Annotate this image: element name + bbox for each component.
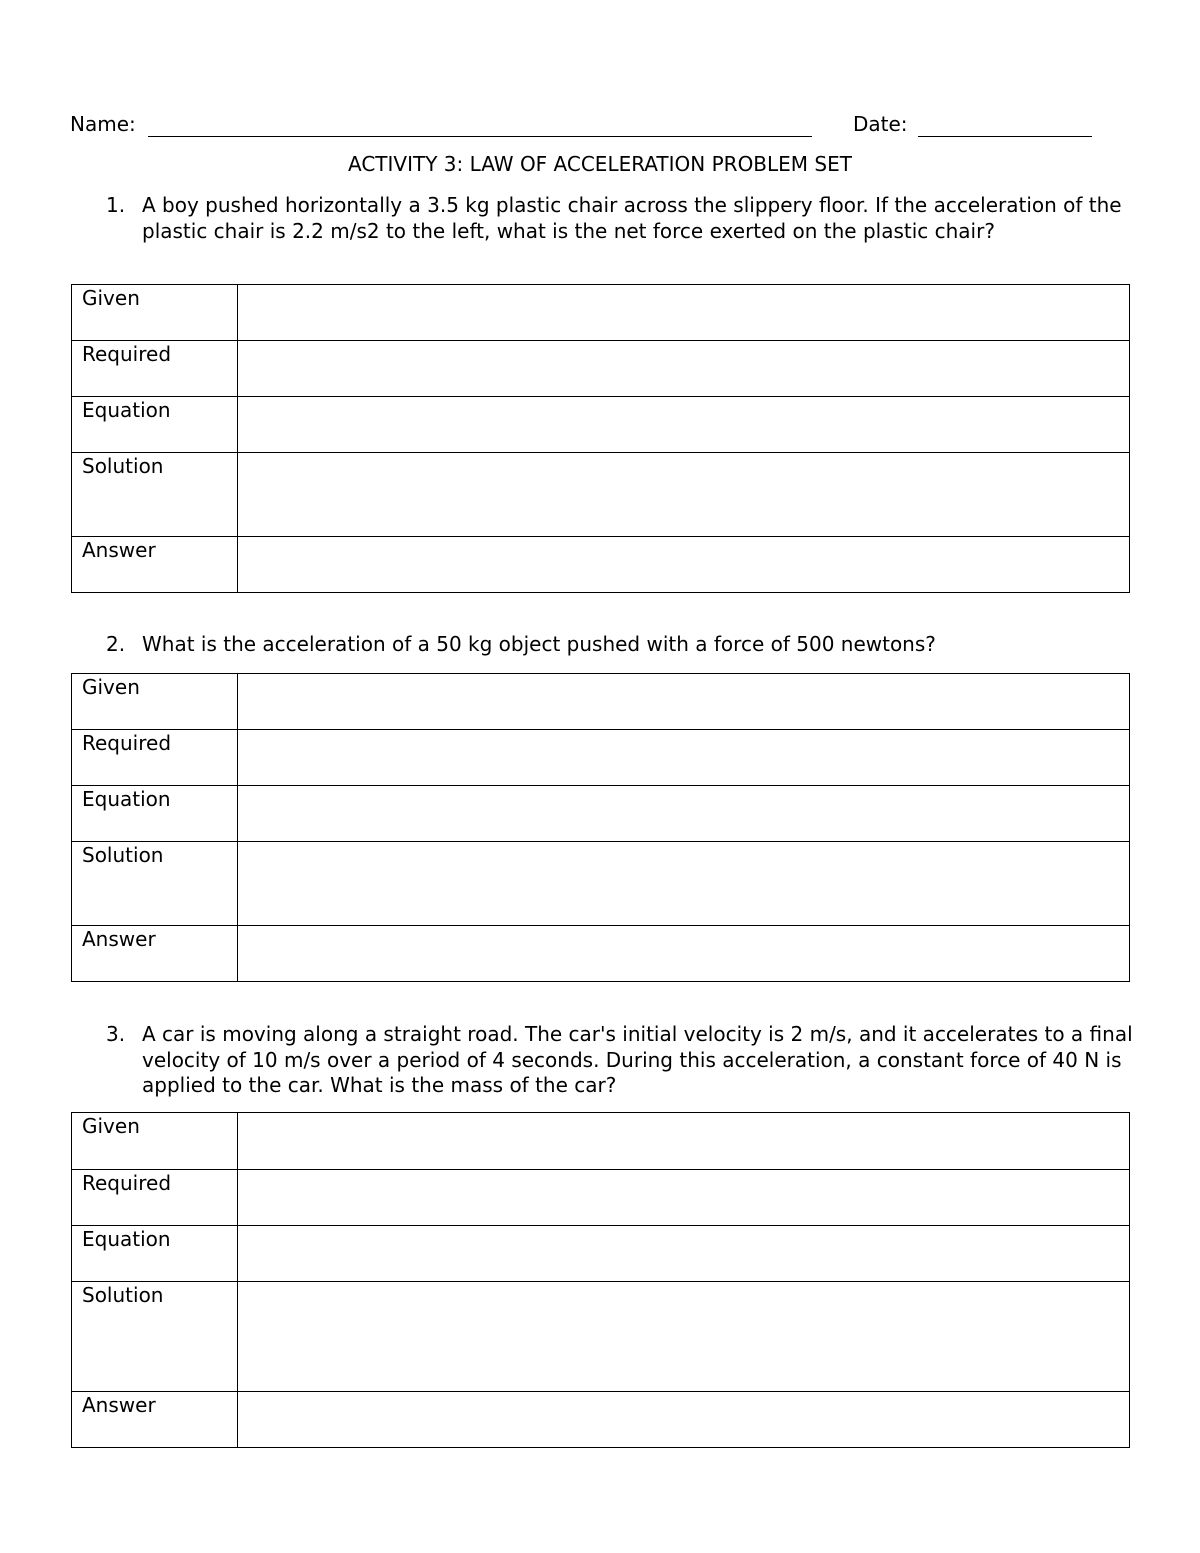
equation-cell[interactable] [238, 397, 1130, 453]
solution-cell[interactable] [238, 453, 1130, 537]
table-row [72, 1392, 1130, 1448]
name-blank-line[interactable] [148, 136, 812, 137]
required-label: Required [72, 1170, 238, 1226]
question-3 [106, 1022, 1136, 1099]
table-row [72, 453, 1130, 537]
header-row [70, 112, 1130, 142]
equation-label: Equation [72, 397, 238, 453]
required-label: Required [72, 341, 238, 397]
table-row [72, 397, 1130, 453]
table-row [72, 842, 1130, 926]
required-cell[interactable] [238, 341, 1130, 397]
table-row [72, 537, 1130, 593]
answer-label: Answer [72, 537, 238, 593]
answer-table-3 [71, 1112, 1130, 1448]
table-row [72, 1113, 1130, 1170]
name-label: Name: [70, 112, 136, 136]
answer-table-1 [71, 284, 1130, 593]
answer-cell[interactable] [238, 926, 1130, 982]
date-label: Date: [853, 112, 908, 136]
table-row [72, 786, 1130, 842]
table-row [72, 674, 1130, 730]
required-label: Required [72, 730, 238, 786]
solution-label: Solution [72, 453, 238, 537]
answer-table-2 [71, 673, 1130, 982]
given-cell[interactable] [238, 285, 1130, 341]
equation-cell[interactable] [238, 1226, 1130, 1282]
solution-cell[interactable] [238, 1282, 1130, 1392]
question-text: What is the acceleration of a 50 kg object pushed with a force of 500 newtons? [142, 632, 936, 656]
question-number: 1. [106, 193, 126, 217]
table-row [72, 1170, 1130, 1226]
table-row [72, 1226, 1130, 1282]
answer-label: Answer [72, 926, 238, 982]
question-text: A boy pushed horizontally a 3.5 kg plastic chair across the slippery floor. If the acceleration of the plastic chair is 2.2 m/s2 to the left, what is the net force exerted on the plastic chair? [142, 193, 1122, 243]
table-row [72, 926, 1130, 982]
given-label: Given [72, 1113, 238, 1170]
table-row [72, 285, 1130, 341]
equation-label: Equation [72, 1226, 238, 1282]
table-row [72, 341, 1130, 397]
question-2 [106, 632, 1136, 658]
page-title: ACTIVITY 3: LAW OF ACCELERATION PROBLEM SET [348, 152, 852, 176]
given-label: Given [72, 674, 238, 730]
table-row [72, 1282, 1130, 1392]
answer-cell[interactable] [238, 1392, 1130, 1448]
equation-cell[interactable] [238, 786, 1130, 842]
given-label: Given [72, 285, 238, 341]
answer-label: Answer [72, 1392, 238, 1448]
given-cell[interactable] [238, 674, 1130, 730]
solution-cell[interactable] [238, 842, 1130, 926]
given-cell[interactable] [238, 1113, 1130, 1170]
question-text: A car is moving along a straight road. The car's initial velocity is 2 m/s, and it accelerates to a final velocity of 10 m/s over a period of 4 seconds. During this acceleration, a constant force of 40 N is applied to the car. What is the mass of the car? [142, 1022, 1133, 1097]
equation-label: Equation [72, 786, 238, 842]
question-1 [106, 193, 1136, 244]
table-row [72, 730, 1130, 786]
required-cell[interactable] [238, 1170, 1130, 1226]
solution-label: Solution [72, 1282, 238, 1392]
date-blank-line[interactable] [918, 136, 1092, 137]
answer-cell[interactable] [238, 537, 1130, 593]
question-number: 3. [106, 1022, 126, 1046]
solution-label: Solution [72, 842, 238, 926]
required-cell[interactable] [238, 730, 1130, 786]
question-number: 2. [106, 632, 126, 656]
